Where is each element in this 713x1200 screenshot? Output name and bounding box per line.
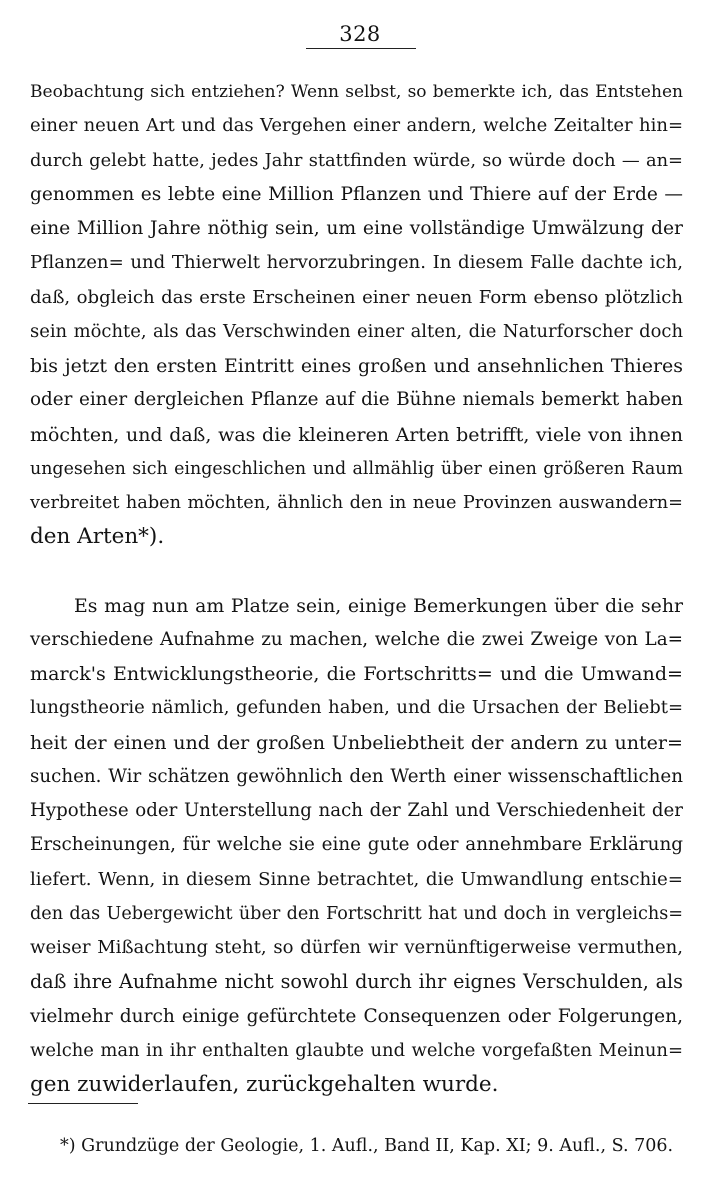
text-line: genommen es lebte eine Million Pflanzen und Thiere auf der Erde — <box>30 183 683 205</box>
text-line: sein möchte, als das Verschwinden einer alten, die Naturforscher doch <box>30 320 683 342</box>
text-line: Beobachtung sich entziehen? Wenn selbst, so bemerkte ich, das Entstehen <box>30 82 683 102</box>
text-line: daß ihre Aufnahme nicht sowohl durch ihr eignes Verschulden, als <box>30 970 683 994</box>
text-line: verschiedene Aufnahme zu machen, welche die zwei Zweige von La= <box>30 628 683 650</box>
text-line: durch gelebt hatte, jedes Jahr stattfinden würde, so würde doch — an= <box>30 149 683 171</box>
header-rule <box>306 48 416 49</box>
text-line: vielmehr durch einige gefürchtete Consequenzen oder Folgerungen, <box>30 1005 683 1027</box>
text-line: heit der einen und der großen Unbeliebtheit der andern zu unter= <box>30 731 683 754</box>
text-line: den das Uebergewicht über den Fortschritt hat und doch in vergleichs= <box>30 903 683 924</box>
text-line: Es mag nun am Platze sein, einige Bemerkungen über die sehr <box>74 594 683 617</box>
text-line: welche man in ihr enthalten glaubte und welche vorgefaßten Meinun= <box>30 1039 683 1061</box>
text-line: möchten, und daß, was die kleineren Arten betrifft, viele von ihnen <box>30 423 683 446</box>
footnote: *) Grundzüge der Geologie, 1. Aufl., Band II, Kap. XI; 9. Aufl., S. 706. <box>60 1136 674 1156</box>
text-line: lungstheorie nämlich, gefunden haben, und die Ursachen der Beliebt= <box>30 697 683 719</box>
footnote-rule <box>28 1103 138 1104</box>
text-line: Hypothese oder Unterstellung nach der Zahl und Verschiedenheit der <box>30 800 683 821</box>
text-line: oder einer dergleichen Pflanze auf die Bühne niemals bemerkt haben <box>30 389 683 411</box>
text-line: bis jetzt den ersten Eintritt eines großen und ansehnlichen Thieres <box>30 355 683 377</box>
text-line: daß, obgleich das erste Erscheinen einer neuen Form ebenso plötzlich <box>30 286 683 308</box>
paragraph-1 <box>30 75 683 555</box>
paragraph-2 <box>30 589 683 1103</box>
page-number: 328 <box>339 22 381 46</box>
text-line: gen zuwiderlaufen, zurückgehalten wurde. <box>30 1072 499 1097</box>
text-line: Erscheinungen, für welche sie eine gute oder annehmbare Erklärung <box>30 834 683 856</box>
text-line: suchen. Wir schätzen gewöhnlich den Werth einer wissenschaftlichen <box>30 765 683 787</box>
text-line: Pflanzen= und Thierwelt hervorzubringen. In diesem Falle dachte ich, <box>30 252 683 274</box>
text-line: den Arten*). <box>30 524 165 550</box>
text-line: marck's Entwicklungstheorie, die Fortschritts= und die Umwand= <box>30 663 683 685</box>
text-line: einer neuen Art und das Vergehen einer andern, welche Zeitalter hin= <box>30 115 683 137</box>
text-line: verbreitet haben möchten, ähnlich den in neue Provinzen auswandern= <box>30 493 683 513</box>
text-line: eine Million Jahre nöthig sein, um eine vollständige Umwälzung der <box>30 218 683 239</box>
text-line: weiser Mißachtung steht, so dürfen wir vernünftigerweise vermuthen, <box>30 937 683 958</box>
text-line: ungesehen sich eingeschlichen und allmählig über einen größeren Raum <box>30 458 683 479</box>
text-line: liefert. Wenn, in diesem Sinne betrachtet, die Umwandlung entschie= <box>30 868 683 890</box>
body-text <box>30 75 683 1102</box>
